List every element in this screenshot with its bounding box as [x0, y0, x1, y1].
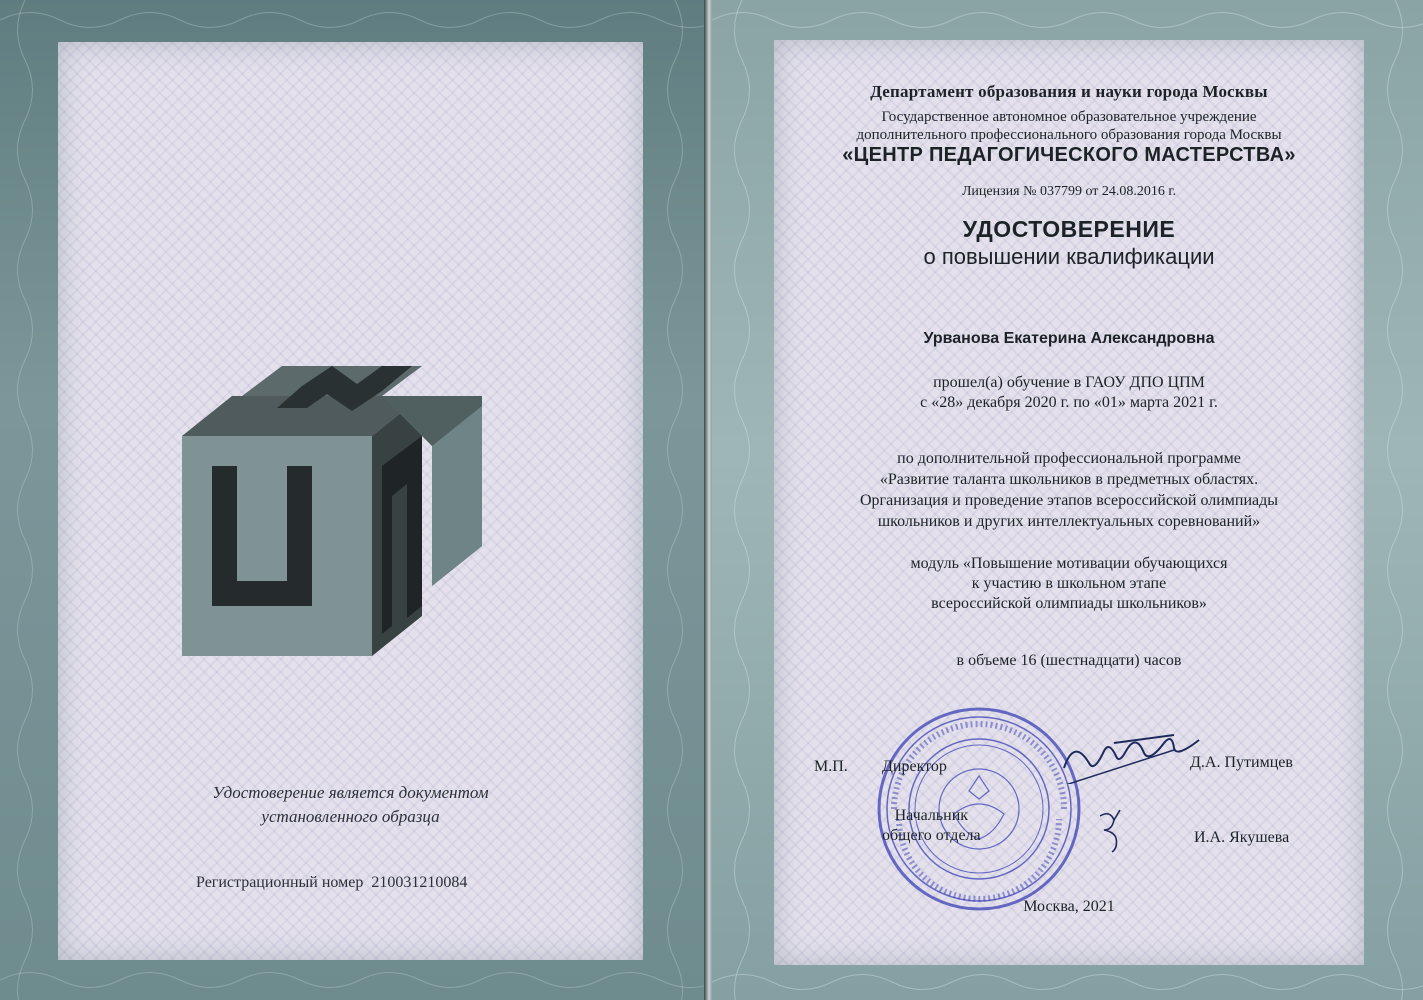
chief-title-line-2: общего отдела	[882, 827, 981, 844]
license-number: Лицензия № 037799 от 24.08.2016 г.	[961, 184, 1177, 199]
note-line-2: установленного образца	[261, 807, 440, 826]
training-line-1: прошел(а) обучение в ГАОУ ДПО ЦПМ	[933, 374, 1205, 391]
chief-signature	[1092, 806, 1132, 856]
registration-number	[196, 874, 467, 892]
institution-line-1: Государственное автономное образовательное учреждение	[881, 109, 1257, 125]
director-title: Директор	[882, 758, 947, 775]
program-description	[774, 448, 1364, 532]
institution-name	[774, 108, 1364, 144]
program-line-4: школьников и других интеллектуальных соревнований»	[877, 513, 1261, 530]
registration-value: 210031210084	[371, 874, 468, 891]
right-page	[712, 0, 1423, 1000]
right-paper	[774, 40, 1364, 965]
department-heading: Департамент образования и науки города Москвы	[870, 82, 1268, 101]
program-line-2: «Развитие таланта школьников в предметных областях.	[879, 471, 1259, 488]
center-name: «ЦЕНТР ПЕДАГОГИЧЕСКОГО МАСТЕРСТВА»	[842, 144, 1296, 166]
holder-name: Урванова Екатерина Александровна	[923, 330, 1215, 347]
program-line-1: по дополнительной профессиональной программе	[897, 450, 1241, 467]
registration-label: Регистрационный номер	[196, 874, 364, 891]
module-line-1: модуль «Повышение мотивации обучающихся	[910, 555, 1228, 572]
training-line-2: с «28» декабря 2020 г. по «01» марта 2021 г.	[920, 394, 1218, 411]
chief-title	[882, 806, 981, 846]
note-line-1: Удостоверение является документом	[212, 783, 489, 802]
document-title: УДОСТОВЕРЕНИЕ	[962, 216, 1176, 242]
chief-name: И.А. Якушева	[1194, 829, 1290, 846]
left-paper	[58, 42, 643, 960]
module-line-2: к участию в школьном этапе	[971, 575, 1167, 592]
training-period	[774, 373, 1364, 413]
seal-place-label: М.П.	[814, 758, 848, 775]
official-document-note	[58, 781, 643, 829]
chief-title-line-1: Начальник	[894, 807, 969, 824]
course-volume: в объеме 16 (шестнадцати) часов	[956, 652, 1182, 669]
left-page	[0, 0, 706, 1000]
city-year: Москва, 2021	[1023, 898, 1115, 915]
director-name: Д.А. Путимцев	[1190, 754, 1293, 771]
module-line-3: всероссийской олимпиады школьников»	[931, 595, 1207, 612]
institution-line-2: дополнительного профессионального образования города Москвы	[856, 127, 1282, 143]
cpm-logo-cube-icon	[182, 356, 502, 656]
program-line-3: Организация и проведение этапов всероссийской олимпиады	[859, 492, 1279, 509]
document-subtitle: о повышении квалификации	[923, 244, 1215, 269]
module-description	[774, 554, 1364, 614]
